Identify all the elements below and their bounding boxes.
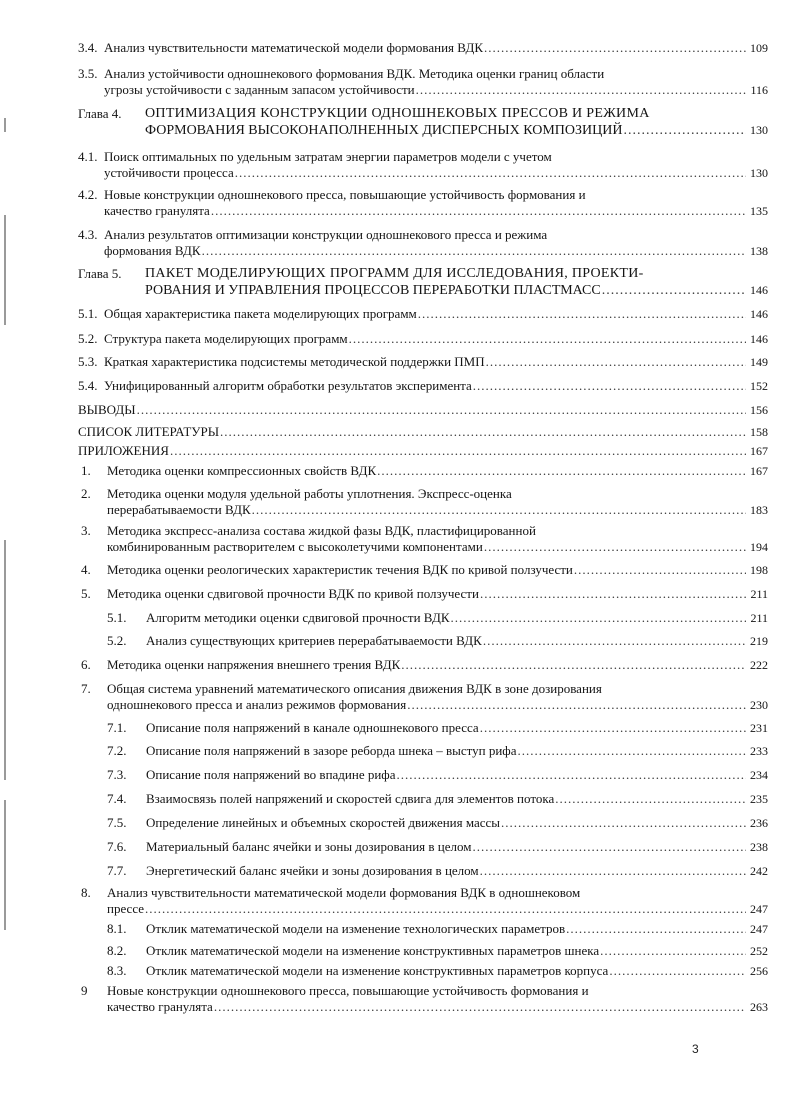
dot-leader: [202, 243, 746, 259]
toc-entry-number: 4.2.: [78, 187, 98, 202]
toc-entry-title-line: Анализ существующих критериев перерабатываемости ВДК: [146, 633, 482, 648]
toc-entry-title-line: прессе: [107, 901, 145, 916]
page-number: 3: [692, 1042, 699, 1056]
toc-entry-page: 167: [750, 444, 768, 458]
toc-entry-number: 7.4.: [107, 791, 127, 806]
toc-entry-number: Глава 5.: [78, 266, 122, 281]
toc-entry-title-line: Методика экспресс-анализа состава жидкой фазы ВДК, пластифицированной: [107, 523, 536, 538]
toc-entry-page: 158: [750, 425, 768, 439]
toc-entry-page: 230: [750, 698, 768, 712]
scan-margin-mark: [4, 118, 6, 132]
dot-leader: [480, 863, 746, 879]
toc-entry-title-line: Описание поля напряжений во впадине рифа: [146, 767, 396, 782]
toc-entry-number: 5.2.: [78, 331, 98, 346]
dot-leader: [566, 921, 746, 937]
toc-entry-number: 7.6.: [107, 839, 127, 854]
toc-entry-title-line: Краткая характеристика подсистемы методической поддержки ПМП: [104, 354, 485, 369]
toc-entry-page: 247: [750, 922, 768, 936]
toc-entry-page: 198: [750, 563, 768, 577]
toc-entry-number: 8.1.: [107, 921, 127, 936]
toc-entry-page: 222: [750, 658, 768, 672]
toc-entry-title-line: Структура пакета моделирующих программ: [104, 331, 348, 346]
dot-leader: [555, 791, 746, 807]
toc-entry-title-line: ФОРМОВАНИЯ ВЫСОКОНАПОЛНЕННЫХ ДИСПЕРСНЫХ КОМПОЗИЦИЙ: [145, 123, 623, 138]
dot-leader: [483, 633, 746, 649]
toc-entry-number: Глава 4.: [78, 106, 122, 121]
toc-entry-title-line: комбинированным растворителем с высоколетучими компонентами: [107, 539, 483, 554]
toc-entry-title-line: формования ВДК: [104, 243, 201, 258]
toc-entry-title-line: перерабатываемости ВДК: [107, 502, 251, 517]
dot-leader: [416, 82, 747, 98]
toc-entry-title-line: Определение линейных и объемных скоростей движения массы: [146, 815, 501, 830]
toc-entry-title-line: Методика оценки сдвиговой прочности ВДК по кривой ползучести: [107, 586, 479, 601]
dot-leader: [623, 123, 746, 139]
dot-leader: [501, 815, 746, 831]
toc-entry-number: 7.: [81, 681, 91, 696]
dot-leader: [349, 331, 746, 347]
toc-entry-number: 5.1.: [78, 306, 98, 321]
toc-entry-number: 9: [81, 983, 88, 998]
toc-entry-page: 252: [750, 944, 768, 958]
dot-leader: [480, 720, 746, 736]
dot-leader: [480, 586, 747, 602]
toc-entry-page: 234: [750, 768, 768, 782]
toc-entry-number: 8.: [81, 885, 91, 900]
toc-entry-number: 3.5.: [78, 66, 98, 81]
toc-entry-page: 194: [750, 540, 768, 554]
toc-entry-title-line: Общая система уравнений математического описания движения ВДК в зоне дозирования: [107, 681, 602, 696]
toc-entry-title-line: Новые конструкции одношнекового пресса, повышающие устойчивость формования и: [104, 187, 586, 202]
toc-entry-page: 149: [750, 355, 768, 369]
dot-leader: [574, 562, 746, 578]
dot-leader: [486, 354, 746, 370]
toc-entry-number: 6.: [81, 657, 91, 672]
toc-entry-number: 5.: [81, 586, 91, 601]
toc-entry-title-line: Анализ чувствительности математической модели формования ВДК: [104, 40, 483, 55]
dot-leader: [235, 165, 746, 181]
toc-entry-number: 3.: [81, 523, 91, 538]
toc-entry-title-line: ПРИЛОЖЕНИЯ: [78, 443, 169, 458]
toc-entry-number: 7.1.: [107, 720, 127, 735]
dot-leader: [145, 901, 746, 917]
toc-entry-title-line: ОПТИМИЗАЦИЯ КОНСТРУКЦИИ ОДНОШНЕКОВЫХ ПРЕССОВ И РЕЖИМА: [145, 106, 650, 121]
toc-entry-title-line: РОВАНИЯ И УПРАВЛЕНИЯ ПРОЦЕССОВ ПЕРЕРАБОТКИ ПЛАСТМАСС: [145, 283, 601, 298]
toc-entry-page: 135: [750, 204, 768, 218]
toc-entry-title-line: Общая характеристика пакета моделирующих программ: [104, 306, 417, 321]
toc-entry-title-line: Новые конструкции одношнекового пресса, повышающие устойчивость формования и: [107, 983, 589, 998]
toc-entry-number: 7.5.: [107, 815, 127, 830]
toc-entry-title-line: Методика оценки реологических характеристик течения ВДК по кривой ползучести: [107, 562, 573, 577]
toc-entry-title-line: Отклик математической модели на изменение конструктивных параметров шнека: [146, 943, 600, 958]
toc-entry-title-line: ПАКЕТ МОДЕЛИРУЮЩИХ ПРОГРАММ ДЛЯ ИССЛЕДОВАНИЯ, ПРОЕКТИ-: [145, 266, 644, 281]
toc-entry-page: 146: [750, 332, 768, 346]
toc-entry-title-line: Описание поля напряжений в канале одношнекового пресса: [146, 720, 479, 735]
toc-entry-title-line: Описание поля напряжений в зазоре реборда шнека – выступ рифа: [146, 743, 517, 758]
dot-leader: [418, 306, 746, 322]
toc-entry-title-line: Методика оценки модуля удельной работы уплотнения. Экспресс-оценка: [107, 486, 512, 501]
toc-entry-page: 219: [750, 634, 768, 648]
toc-entry-page: 152: [750, 379, 768, 393]
toc-entry-number: 5.1.: [107, 610, 127, 625]
dot-leader: [220, 424, 746, 440]
toc-entry-title-line: Анализ устойчивости одношнекового формования ВДК. Методика оценки границ области: [104, 66, 605, 81]
toc-entry-page: 130: [750, 123, 768, 137]
toc-entry-page: 256: [750, 964, 768, 978]
dot-leader: [170, 443, 746, 459]
toc-entry-page: 183: [750, 503, 768, 517]
toc-entry-page: 263: [750, 1000, 768, 1014]
scan-margin-mark: [4, 540, 6, 780]
toc-entry-page: 231: [750, 721, 768, 735]
dot-leader: [484, 539, 746, 555]
toc-entry-title-line: Отклик математической модели на изменение конструктивных параметров корпуса: [146, 963, 609, 978]
toc-entry-page: 138: [750, 244, 768, 258]
toc-entry-page: 236: [750, 816, 768, 830]
scan-margin-mark: [4, 215, 6, 325]
toc-entry-page: 211: [750, 587, 768, 601]
scan-margin-mark: [4, 800, 6, 930]
dot-leader: [472, 839, 746, 855]
toc-entry-title-line: одношнекового пресса и анализ режимов формования: [107, 697, 407, 712]
toc-entry-number: 7.7.: [107, 863, 127, 878]
toc-entry-title-line: ВЫВОДЫ: [78, 402, 136, 417]
toc-entry-title-line: устойчивости процесса: [104, 165, 234, 180]
toc-entry-number: 4.1.: [78, 149, 98, 164]
toc-entry-title-line: Поиск оптимальных по удельным затратам энергии параметров модели с учетом: [104, 149, 552, 164]
toc-entry-number: 5.2.: [107, 633, 127, 648]
toc-entry-page: 116: [750, 83, 768, 97]
toc-entry-title-line: Методика оценки напряжения внешнего трения ВДК: [107, 657, 401, 672]
toc-entry-number: 3.4.: [78, 40, 98, 55]
toc-entry-number: 2.: [81, 486, 91, 501]
toc-entry-number: 7.2.: [107, 743, 127, 758]
toc-entry-number: 8.3.: [107, 963, 127, 978]
toc-entry-page: 238: [750, 840, 768, 854]
dot-leader: [600, 943, 746, 959]
dot-leader: [609, 963, 746, 979]
toc-entry-page: 247: [750, 902, 768, 916]
dot-leader: [137, 402, 746, 418]
toc-entry-title-line: Методика оценки компрессионных свойств ВДК: [107, 463, 377, 478]
toc-entry-title-line: Отклик математической модели на изменение технологических параметров: [146, 921, 566, 936]
dot-leader: [211, 203, 746, 219]
toc-entry-page: 130: [750, 166, 768, 180]
toc-entry-page: 242: [750, 864, 768, 878]
toc-entry-title-line: Взаимосвязь полей напряжений и скоростей сдвига для элементов потока: [146, 791, 555, 806]
toc-entry-number: 5.3.: [78, 354, 98, 369]
toc-entry-title-line: угрозы устойчивости с заданным запасом устойчивости: [104, 82, 415, 97]
toc-entry-number: 1.: [81, 463, 91, 478]
toc-entry-page: 156: [750, 403, 768, 417]
toc-entry-title-line: Анализ чувствительности математической модели формования ВДК в одношнековом: [107, 885, 581, 900]
dot-leader: [252, 502, 746, 518]
dot-leader: [602, 283, 746, 299]
toc-entry-title-line: Унифицированный алгоритм обработки результатов эксперимента: [104, 378, 472, 393]
dot-leader: [377, 463, 746, 479]
toc-entry-title-line: качество гранулята: [104, 203, 210, 218]
toc-entry-page: 211: [750, 611, 768, 625]
dot-leader: [473, 378, 746, 394]
toc-entry-number: 5.4.: [78, 378, 98, 393]
toc-entry-title-line: качество гранулята: [107, 999, 213, 1014]
dot-leader: [401, 657, 746, 673]
toc-entry-number: 4.3.: [78, 227, 98, 242]
dot-leader: [518, 743, 747, 759]
toc-entry-number: 4.: [81, 562, 91, 577]
toc-entry-page: 109: [750, 41, 768, 55]
dot-leader: [397, 767, 747, 783]
toc-entry-number: 7.3.: [107, 767, 127, 782]
toc-entry-title-line: Материальный баланс ячейки и зоны дозирования в целом: [146, 839, 472, 854]
toc-entry-page: 167: [750, 464, 768, 478]
toc-entry-page: 233: [750, 744, 768, 758]
toc-entry-page: 146: [750, 283, 768, 297]
dot-leader: [484, 40, 746, 56]
toc-entry-page: 235: [750, 792, 768, 806]
toc-entry-title-line: Энергетический баланс ячейки и зоны дозирования в целом: [146, 863, 479, 878]
dot-leader: [451, 610, 747, 626]
toc-entry-title-line: Анализ результатов оптимизации конструкции одношнекового пресса и режима: [104, 227, 548, 242]
toc-entry-page: 146: [750, 307, 768, 321]
dot-leader: [407, 697, 746, 713]
toc-entry-title-line: Алгоритм методики оценки сдвиговой прочности ВДК: [146, 610, 450, 625]
toc-entry-number: 8.2.: [107, 943, 127, 958]
dot-leader: [214, 999, 746, 1015]
toc-entry-title-line: СПИСОК ЛИТЕРАТУРЫ: [78, 424, 220, 439]
